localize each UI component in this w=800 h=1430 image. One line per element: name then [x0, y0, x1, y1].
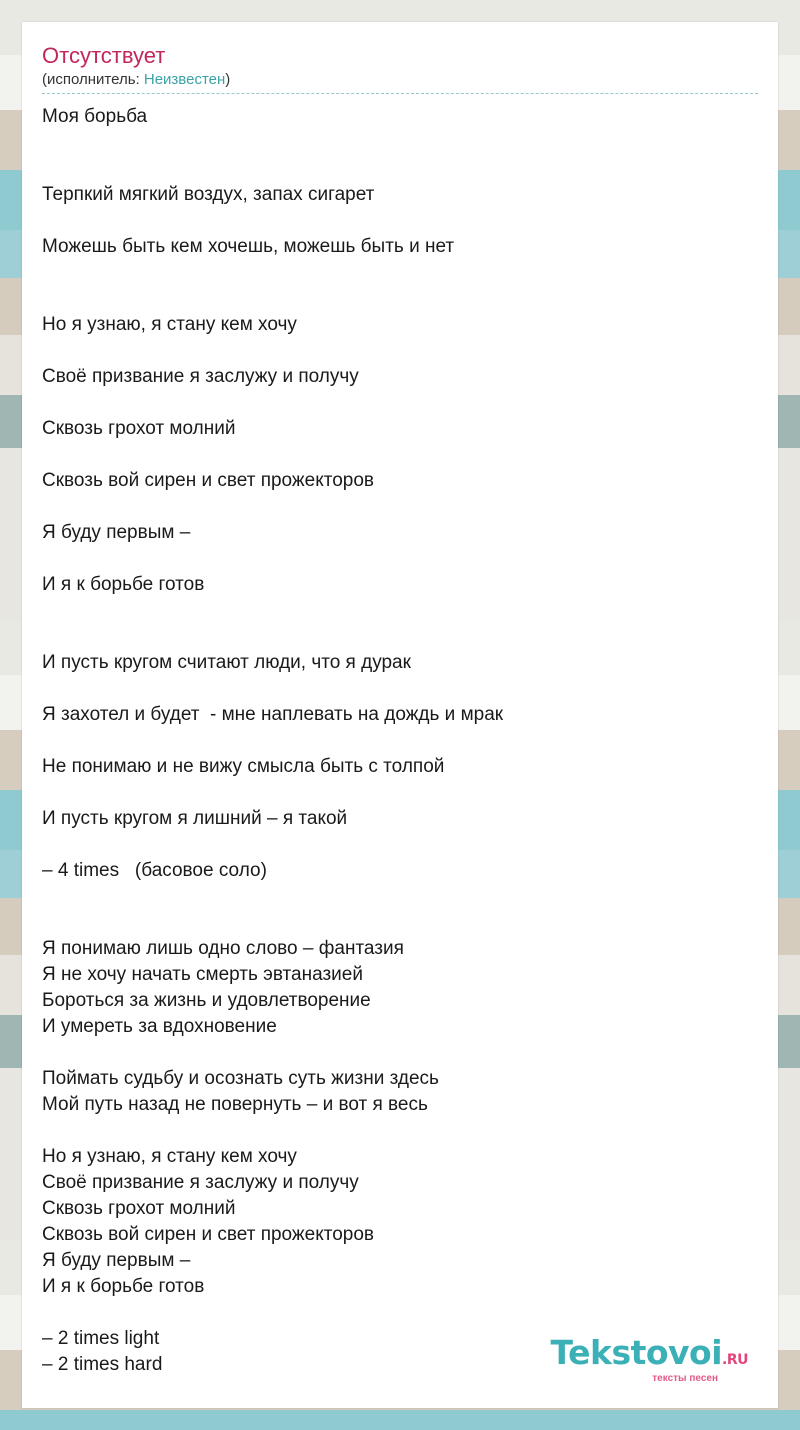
logo-tagline: тексты песен	[652, 1373, 718, 1384]
lyric-line	[42, 1118, 758, 1144]
lyric-line	[42, 1300, 758, 1326]
lyric-line	[42, 780, 758, 806]
lyric-line: Но я узнаю, я стану кем хочу	[42, 314, 297, 335]
logo-name: Tekstovoi	[550, 1333, 723, 1372]
lyric-line	[42, 598, 758, 624]
lyric-line	[42, 338, 758, 364]
lyrics-page	[22, 22, 778, 1408]
lyric-line: Но я узнаю, я стану кем хочу	[42, 1146, 297, 1167]
lyrics-text	[42, 104, 758, 1378]
song-header	[42, 42, 758, 94]
song-title: Отсутствует	[42, 43, 166, 68]
lyric-line	[42, 208, 758, 234]
lyric-line: Я понимаю лишь одно слово – фантазия	[42, 938, 404, 959]
lyric-line	[42, 390, 758, 416]
lyric-line: Бороться за жизнь и удовлетворение	[42, 990, 371, 1011]
lyric-line: Я буду первым –	[42, 522, 191, 543]
lyric-line: И я к борьбе готов	[42, 574, 205, 595]
lyric-line: Сквозь вой сирен и свет прожекторов	[42, 470, 374, 491]
lyric-line: Я не хочу начать смерть эвтаназией	[42, 964, 363, 985]
lyric-line	[42, 546, 758, 572]
lyric-line	[42, 130, 758, 156]
lyric-line	[42, 676, 758, 702]
lyric-line	[42, 832, 758, 858]
lyric-line: Мой путь назад не повернуть – и вот я весь	[42, 1094, 428, 1115]
lyric-line: Я захотел и будет - мне наплевать на дождь и мрак	[42, 704, 504, 725]
lyric-line	[42, 156, 758, 182]
lyric-line	[42, 442, 758, 468]
lyric-line: Поймать судьбу и осознать суть жизни здесь	[42, 1068, 439, 1089]
lyric-line: И пусть кругом я лишний – я такой	[42, 808, 348, 829]
artist-prefix: (исполнитель:	[42, 71, 144, 88]
lyric-line	[42, 286, 758, 312]
lyric-line	[42, 1040, 758, 1066]
lyric-line: И я к борьбе готов	[42, 1276, 205, 1297]
lyric-line: Не понимаю и не вижу смысла быть с толпой	[42, 756, 445, 777]
lyric-line: – 2 times hard	[42, 1354, 163, 1375]
lyric-line: Можешь быть кем хочешь, можешь быть и нет	[42, 236, 455, 257]
lyric-line	[42, 624, 758, 650]
lyric-line: – 4 times (басовое соло)	[42, 860, 267, 881]
lyric-line	[42, 260, 758, 286]
lyric-line: Своё призвание я заслужу и получу	[42, 366, 359, 387]
lyric-line: И умереть за вдохновение	[42, 1016, 277, 1037]
lyric-line: И пусть кругом считают люди, что я дурак	[42, 652, 411, 673]
logo-tld: .RU	[722, 1352, 748, 1368]
site-logo[interactable]	[550, 1333, 748, 1384]
lyric-line: Сквозь грохот молний	[42, 418, 236, 439]
lyric-line	[42, 910, 758, 936]
lyric-line: Сквозь грохот молний	[42, 1198, 236, 1219]
lyric-line: Я буду первым –	[42, 1250, 191, 1271]
logo-wordmark	[550, 1333, 748, 1377]
lyric-line	[42, 728, 758, 754]
lyric-line	[42, 494, 758, 520]
lyric-line	[42, 884, 758, 910]
lyric-line: Своё призвание я заслужу и получу	[42, 1172, 359, 1193]
lyric-line: Терпкий мягкий воздух, запах сигарет	[42, 184, 375, 205]
lyric-line: – 2 times light	[42, 1328, 160, 1349]
lyric-line: Моя борьба	[42, 106, 148, 127]
lyric-line: Сквозь вой сирен и свет прожекторов	[42, 1224, 374, 1245]
artist-suffix: )	[225, 71, 231, 88]
artist-link[interactable]: Неизвестен	[143, 71, 226, 88]
artist-line	[42, 70, 758, 90]
